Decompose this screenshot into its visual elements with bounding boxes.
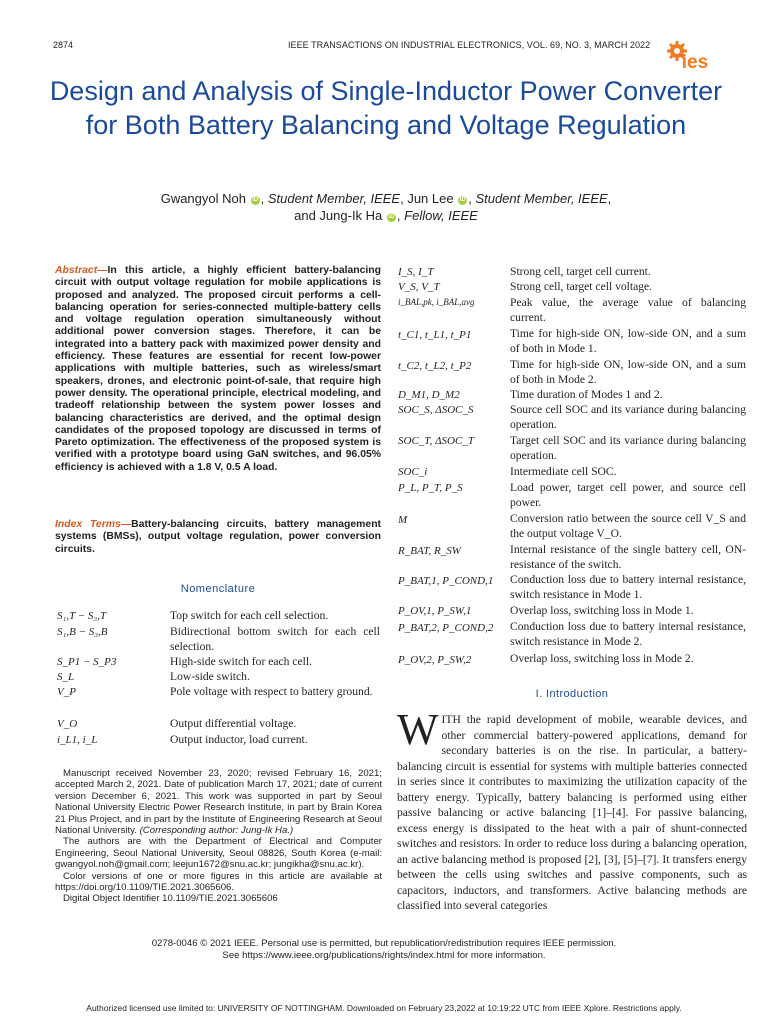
nomenclature-symbol: P_OV,2, P_SW,2 (398, 654, 472, 666)
nomenclature-symbol: S₁,T − S₃,T (57, 610, 107, 622)
nomenclature-symbol: i_L1, i_L (57, 734, 98, 746)
nomenclature-heading: Nomenclature (180, 583, 256, 595)
nomenclature-definition: Strong cell, target cell voltage. (510, 280, 653, 293)
nomenclature-definition: Time duration of Modes 1 and 2. (510, 388, 663, 401)
nomenclature-symbol: S_L (57, 671, 75, 683)
nomenclature-definition: Load power, target cell power, and source cell power. (510, 481, 746, 509)
copyright-line-1: 0278-0046 © 2021 IEEE. Personal use is permitted, but republication/redistribution requires IEEE permission. (151, 938, 617, 949)
nomenclature-definition: Output inductor, load current. (170, 733, 308, 746)
footnote-doi[interactable]: Digital Object Identifier 10.1109/TIE.2021.3065606 (63, 893, 278, 905)
copyright-line-2[interactable]: See https://www.ieee.org/publications/rights/index.html for more information. (222, 949, 546, 961)
nomenclature-definition: High-side switch for each cell. (170, 655, 312, 668)
author-name: Gwangyol Noh (160, 191, 246, 206)
nomenclature-symbol: V_O (57, 718, 78, 730)
corresponding-author: (Corresponding author: Jung-Ik Ha.) (139, 825, 294, 837)
author-separator: , (400, 191, 408, 206)
abstract-label: Abstract— (55, 265, 108, 276)
footnote-color-versions[interactable]: Color versions of one or more figures in this article are available at https://doi.org/10.1109/TIE.2021.3065606. (55, 870, 382, 894)
author-affiliation: Student Member, IEEE (267, 191, 401, 206)
page-number: 2874 (53, 40, 74, 50)
abstract (55, 265, 381, 474)
nomenclature-symbol: I_S, I_T (398, 266, 434, 278)
author-separator: , (396, 208, 405, 223)
nomenclature-definition: Overlap loss, switching loss in Mode 1. (510, 604, 694, 617)
drop-cap: W (397, 705, 439, 754)
nomenclature-symbol: P_BAT,1, P_COND,1 (398, 575, 494, 587)
footnote-manuscript-text: Manuscript received November 23, 2020; revised February 16, 2021; accepted March 2, 2021. Date of publication March 17, 2021; date of current version December 6, 2021. This work was supported in part by Seoul National University Electric Power Research Institute, in part by Brain Korea 21 Plus Project, and in part by the Institute of Engineering Research at Seoul National University. (55, 768, 382, 837)
nomenclature-definition: Pole voltage with respect to battery ground. (170, 685, 373, 698)
nomenclature-definition: Peak value, the average value of balancing current. (510, 296, 746, 324)
author-affiliation: Fellow, IEEE (404, 208, 478, 223)
nomenclature-symbol: P_BAT,2, P_COND,2 (398, 622, 494, 634)
orcid-icon[interactable]: iD (388, 214, 395, 220)
copyright-notice (60, 938, 708, 961)
nomenclature-symbol: t_C2, t_L2, t_P2 (398, 360, 472, 372)
footnote (55, 768, 382, 905)
nomenclature-definition: Top switch for each cell selection. (170, 609, 329, 622)
nomenclature-symbol: S₁,B − S₃,B (57, 626, 108, 638)
nomenclature-definition: Target cell SOC and its variance during balancing operation. (510, 434, 746, 462)
author-separator: , (468, 191, 476, 206)
orcid-icon[interactable]: iD (459, 197, 466, 203)
paper-title: Design and Analysis of Single-Inductor Power Converter for Both Battery Balancing and Voltage Regulation (49, 76, 723, 140)
introduction-body (397, 705, 747, 914)
nomenclature-definition: Internal resistance of the single battery cell, ON-resistance of the switch. (510, 543, 746, 571)
footnote-affiliation: The authors are with the Department of Electrical and Computer Engineering, Seoul National University, Seoul 08826, South Korea (e-mail: gwangyol.noh@gmail.com; leejun1672@snu.ac.kr; jungikha@snu.ac.kr). (55, 836, 382, 871)
license-notice: Authorized licensed use limited to: UNIVERSITY OF NOTTINGHAM. Downloaded on February 23,2022 at 10:19:22 UTC from IEEE Xplore. Restrictions apply. (86, 1003, 682, 1013)
nomenclature-symbol: t_C1, t_L1, t_P1 (398, 329, 472, 341)
nomenclature-definition: Overlap loss, switching loss in Mode 2. (510, 652, 694, 665)
ies-logo (664, 40, 722, 72)
index-terms (55, 519, 381, 556)
author-line-1 (100, 190, 672, 207)
nomenclature-definition: Output differential voltage. (170, 717, 297, 730)
introduction-heading: I. Introduction (535, 688, 609, 700)
orcid-icon[interactable]: iD (252, 197, 259, 203)
nomenclature-symbol: V_P (57, 686, 76, 698)
author-name: Jun Lee (407, 191, 454, 206)
nomenclature-definition: Conduction loss due to battery internal resistance, switch resistance in Mode 1. (510, 573, 746, 601)
nomenclature-definition: Bidirectional bottom switch for each cell selection. (170, 625, 380, 653)
footnote-manuscript (55, 768, 382, 836)
nomenclature-definition: Low-side switch. (170, 670, 250, 683)
nomenclature-definition: Conduction loss due to battery internal resistance, switch resistance in Mode 2. (510, 620, 746, 648)
running-header: IEEE TRANSACTIONS ON INDUSTRIAL ELECTRONICS, VOL. 69, NO. 3, MARCH 2022 (288, 40, 651, 50)
nomenclature-symbol: P_L, P_T, P_S (398, 482, 463, 494)
author-separator: , (260, 191, 268, 206)
nomenclature-definition: Time for high-side ON, low-side ON, and a sum of both in Mode 1. (510, 327, 746, 355)
nomenclature-symbol: P_OV,1, P_SW,1 (398, 605, 472, 617)
nomenclature-definition: Source cell SOC and its variance during balancing operation. (510, 403, 746, 431)
index-terms-text: Battery-balancing circuits, battery management systems (BMSs), output voltage regulation, power conversion circuits. (55, 519, 382, 555)
nomenclature-symbol: D_M1, D_M2 (398, 389, 460, 401)
nomenclature-symbol: S_P1 − S_P3 (57, 656, 117, 668)
introduction-text: ITH the rapid development of mobile, wearable devices, and other commercial battery-powered applications, demand for secondary batteries is on the rise. In particular, a battery-balancing circuit is essential for systems with multiple batteries connected in series since it contributes to maximizing the utilization capacity of the battery energy. Typically, battery balancing is performed using either passive balancing or active balancing [1]–[4]. For passive balancing, excess energy is dissipated to the heat with a pair of shunt-connected switches and resistors. In order to reduce loss during a balancing operation, an active balancing method is proposed [2], [3], [5]–[7]. It transfers energy between the cells using switches and passive components, such as capacitors, inductors, and transformers. Active balancing methods are classified into several categories (397, 713, 747, 912)
index-terms-label: Index Terms— (55, 519, 132, 530)
nomenclature-symbol: SOC_T, ΔSOC_T (398, 435, 474, 447)
abstract-text: In this article, a highly efficient battery-balancing circuit with output voltage regulation for mobile applications is proposed and analyzed. The proposed circuit performs a cell-balancing operation for series-connected multiple-battery cells and voltage regulation operation simultaneously without additional power conversion stages. Therefore, it can be integrated into a battery pack with maximized power density and efficiency. These features are essential for recent low-power applications with multiple batteries, such as wireless/smart speakers, drones, and electronic point-of-sale, that require high power density. The operational principle, electrical modeling, and tradeoff relationship between the system power losses and balancing characteristics are derived, and the optimal design candidates of the proposed topology are discussed in terms of Pareto optimization. The effectiveness of the proposed system is verified with a prototype board using GaN switches, and 96.05% efficiency is achieved with a 1.8 V, 0.5 A load. (55, 265, 381, 473)
nomenclature-symbol: V_S, V_T (398, 281, 440, 293)
author-line-2 (100, 207, 672, 224)
nomenclature-definition: Time for high-side ON, low-side ON, and a sum of both in Mode 2. (510, 358, 746, 386)
nomenclature-definition: Strong cell, target cell current. (510, 265, 651, 278)
nomenclature-symbol: R_BAT, R_SW (398, 545, 461, 557)
nomenclature-definition: Intermediate cell SOC. (510, 465, 617, 478)
logo-text: ies (681, 52, 709, 72)
author-name: and Jung-Ik Ha (294, 208, 383, 223)
nomenclature-symbol: SOC_i (398, 466, 428, 478)
nomenclature-symbol: i_BAL,pk, i_BAL,avg (398, 297, 475, 307)
author-separator: , (607, 191, 612, 206)
nomenclature-definition: Conversion ratio between the source cell V_S and the output voltage V_O. (510, 512, 746, 540)
nomenclature-symbol: SOC_S, ΔSOC_S (398, 404, 474, 416)
author-affiliation: Student Member, IEEE (475, 191, 608, 206)
nomenclature-symbol: M (398, 514, 408, 526)
